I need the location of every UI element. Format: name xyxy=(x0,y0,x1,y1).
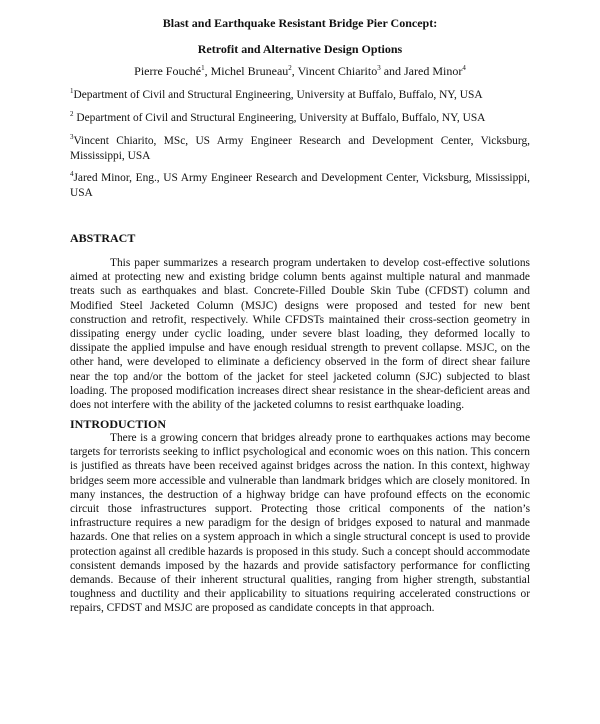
author-list xyxy=(0,64,600,79)
author-affiliation-mark: 1 xyxy=(201,64,205,72)
introduction-heading: INTRODUCTION xyxy=(70,417,167,431)
author-separator: and xyxy=(380,64,405,78)
affiliation-mark: 2 xyxy=(70,110,74,119)
abstract-heading: ABSTRACT xyxy=(70,231,136,245)
paper-title-line-1: Blast and Earthquake Resistant Bridge Pier Concept: xyxy=(162,16,438,30)
author-name: Jared Minor xyxy=(404,64,463,78)
author-name: Pierre Fouché xyxy=(134,64,202,78)
affiliation-mark: 4 xyxy=(70,170,74,179)
author-affiliation-mark: 3 xyxy=(377,64,381,72)
affiliation-text: Department of Civil and Structural Engineering, University at Buffalo, Buffalo, NY, USA xyxy=(73,112,486,124)
affiliation xyxy=(70,88,530,103)
affiliation-text: Jared Minor, Eng., US Army Engineer Research and Development Center, Vicksburg, Mississippi, USA xyxy=(70,172,530,199)
author-affiliation-mark: 4 xyxy=(462,64,466,72)
paper-title-line-2: Retrofit and Alternative Design Options xyxy=(197,42,403,56)
author-separator: , xyxy=(204,64,211,78)
affiliation-text: Vincent Chiarito, MSc, US Army Engineer Research and Development Center, Vicksburg, Mississippi, USA xyxy=(70,135,530,162)
author-name: Vincent Chiarito xyxy=(297,64,378,78)
author-affiliation-mark: 2 xyxy=(288,64,292,72)
affiliation-mark: 1 xyxy=(70,87,74,96)
affiliation-text: Department of Civil and Structural Engineering, University at Buffalo, Buffalo, NY, USA xyxy=(73,89,483,101)
affiliation-mark: 3 xyxy=(70,133,74,142)
affiliation xyxy=(70,111,530,126)
affiliation xyxy=(70,134,530,163)
author-name: Michel Bruneau xyxy=(210,64,289,78)
abstract-paragraph: This paper summarizes a research program undertaken to develop cost-effective solutions aimed at protecting new and existing bridge column bents against multiple natural and manmade treats such as earthquakes and blast. Concrete-Filled Double Skin Tube (CFDST) column and Modified Steel Jacketed Column (MSJC) designs were proposed and tested for new bent construction and retrofit, respectively. While CFDSTs maintained their cross-section geometry in dissipating energy under cyclic loading, under severe blast loading, they deformed locally to dissipate the applied impulse and have enough residual strength to prevent collapse. MSJC, on the other hand, were developed to eliminate a deficiency observed in the form of direct shear failure near the top and/or the bottom of the jacket for steel jacketed column (SJC) subjected to blast loading. The proposed modification increases direct shear resistance in the shear-deficient areas and does not interfere with the ability of the jacketed columns to resist earthquake loading. xyxy=(70,257,530,412)
introduction-paragraph: There is a growing concern that bridges already prone to earthquakes actions may become targets for terrorists seeking to inflict psychological and economic woes on this nation. This concern is justified as threats have been received against bridges across the nation. In this context, highway bridges seem more accessible and vulnerable than landmark bridges which are closely monitored. In many instances, the destruction of a highway bridge can have profound effects on the economic circuit those infrastructures support. Protecting those critical components of the nation’s infrastructure requires a new paradigm for the design of bridges exposed to natural and manmade hazards. One that relies on a system approach in which a single structural concept is used to provide protection against all credible hazards is proposed in this study. Such a concept should accommodate consistent demands imposed by the hazards and provide satisfactory performance for conflicting demands. Because of their inherent structural qualities, ranging from higher strength, substantial toughness and ductility and their applicability to situations requiring accelerated constructions or repairs, CFDST and MSJC are proposed as candidate concepts in that approach. xyxy=(70,432,530,615)
affiliation xyxy=(70,171,530,200)
author-separator: , xyxy=(291,64,298,78)
